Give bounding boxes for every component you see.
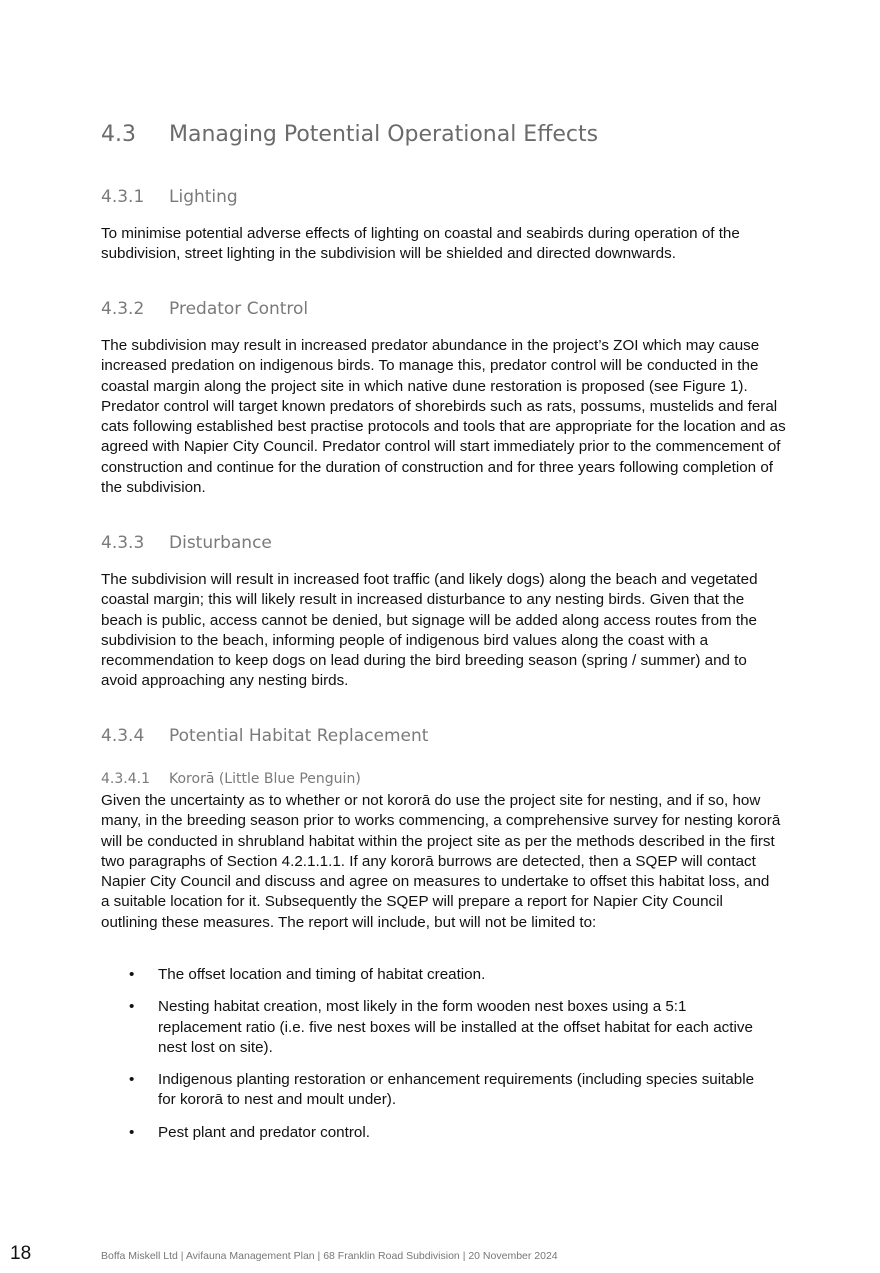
korora-number: 4.3.4.1	[101, 771, 150, 787]
list-item-text: Indigenous planting restoration or enhancement requirements (including species suitable for kororā to nest and moult under).	[158, 1071, 755, 1109]
list-item	[101, 965, 761, 985]
page-number: 18	[10, 1243, 32, 1264]
disturbance-paragraph: The subdivision will result in increased foot traffic (and likely dogs) along the beach and vegetated coastal margin; this will likely result in increased disturbance to any nesting birds. Given that the beach is public, access cannot be denied, but signage will be added along access routes from the subdivision to the beach, informing people of indigenous bird values along the coast with a recommendation to keep dogs on lead during the bird breeding season (spring / summer) and to avoid approaching any nesting birds.	[101, 571, 758, 690]
list-item	[101, 1070, 761, 1111]
bullet-icon: •	[129, 1123, 135, 1141]
section-number: 4.3	[101, 122, 136, 147]
list-item	[101, 997, 761, 1058]
korora-heading	[101, 771, 361, 787]
disturbance-number: 4.3.3	[101, 533, 145, 553]
list-item	[101, 1123, 761, 1143]
predator-title: Predator Control	[169, 299, 309, 319]
lighting-paragraph: To minimise potential adverse effects of lighting on coastal and seabirds during operation of the subdivision, street lighting in the subdivision will be shielded and directed downwards.	[101, 225, 740, 263]
bullet-icon: •	[129, 998, 135, 1016]
footer-text: Boffa Miskell Ltd | Avifauna Management Plan | 68 Franklin Road Subdivision | 20 November 2024	[101, 1250, 558, 1262]
section-title: Managing Potential Operational Effects	[169, 122, 599, 147]
list-item-text: The offset location and timing of habitat creation.	[158, 966, 486, 983]
lighting-heading	[101, 187, 238, 207]
bullet-icon: •	[129, 1071, 135, 1089]
disturbance-title: Disturbance	[169, 533, 272, 553]
korora-title: Kororā (Little Blue Penguin)	[169, 771, 361, 787]
korora-paragraph: Given the uncertainty as to whether or not kororā do use the project site for nesting, and if so, how many, in the breeding season prior to works commencing, a comprehensive survey for nesting kororā will be conducted in shrubland habitat within the project site as per the methods described in the first two paragraphs of Section 4.2.1.1.1. If any kororā burrows are detected, then a SQEP will contact Napier City Council and discuss and agree on measures to undertake to offset this habitat loss, and a suitable location for it. Subsequently the SQEP will prepare a report for Napier City Council outlining these measures. The report will include, but will not be limited to:	[101, 792, 781, 931]
list-item-text: Nesting habitat creation, most likely in the form wooden nest boxes using a 5:1 replacement ratio (i.e. five nest boxes will be installed at the offset habitat for each active nest lost on site).	[158, 998, 753, 1056]
disturbance-heading	[101, 533, 272, 553]
habitat-heading	[101, 726, 428, 746]
section-heading	[101, 122, 598, 147]
lighting-title: Lighting	[169, 187, 238, 207]
habitat-title: Potential Habitat Replacement	[169, 726, 429, 746]
list-item-text: Pest plant and predator control.	[158, 1123, 370, 1141]
predator-heading	[101, 299, 308, 319]
bullet-icon: •	[129, 966, 135, 983]
korora-bullet-list	[101, 965, 761, 1155]
predator-paragraph: The subdivision may result in increased predator abundance in the project’s ZOI which may cause increased predation on indigenous birds. To manage this, predator control will be conducted in the coastal margin along the project site in which native dune restoration is proposed (see Figure 1). Predator control will target known predators of shorebirds such as rats, possums, mustelids and feral cats following established best practise protocols and tools that are appropriate for the location and as agreed with Napier City Council. Predator control will start immediately prior to the commencement of construction and continue for the duration of construction and for three years following completion of the subdivision.	[101, 337, 786, 497]
habitat-number: 4.3.4	[101, 726, 145, 746]
predator-number: 4.3.2	[101, 299, 145, 319]
lighting-number: 4.3.1	[101, 187, 145, 207]
